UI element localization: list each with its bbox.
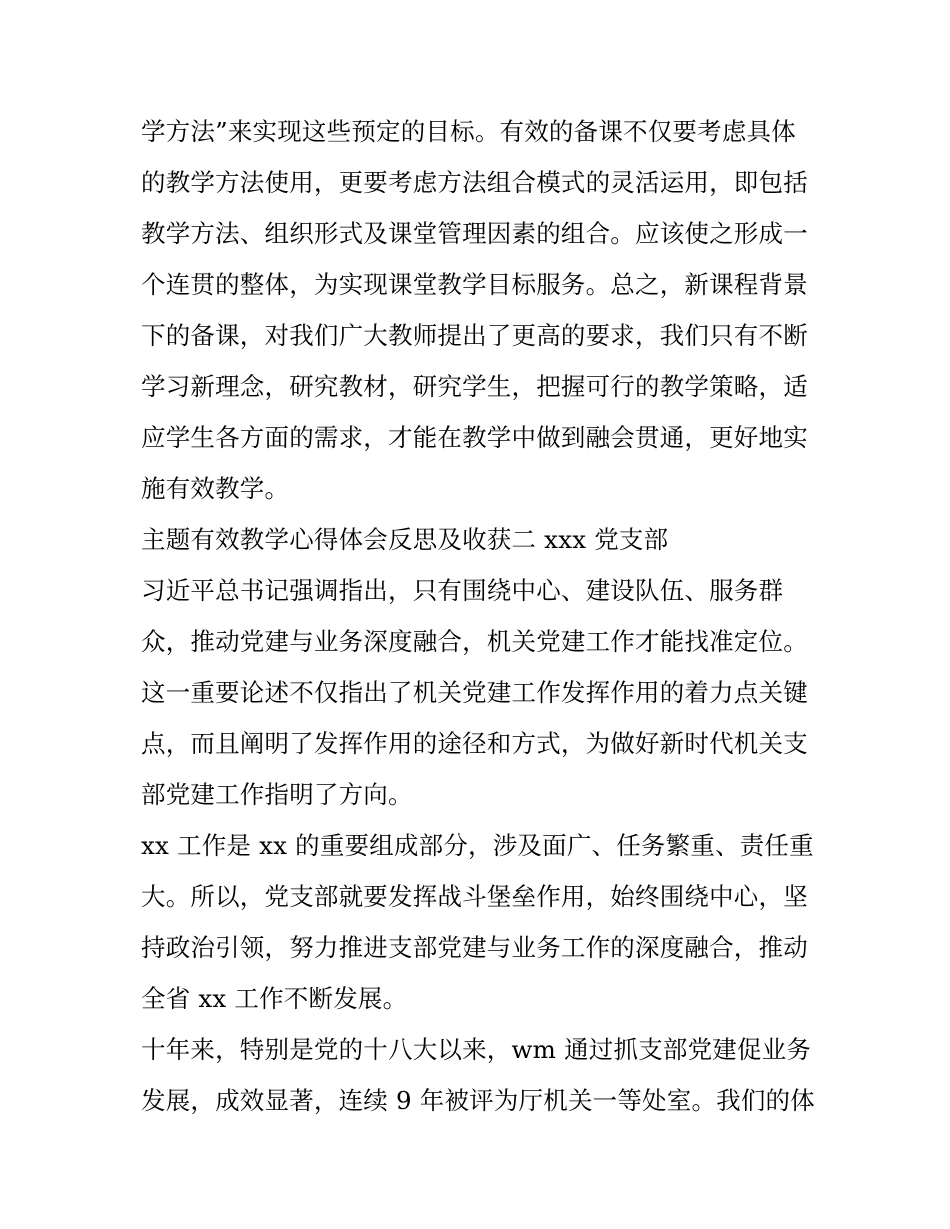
text-line: 十年来，特别是党的十八大以来，wm 通过抓支部党建促业务 [141, 1035, 812, 1064]
text-line: 大。所以，党支部就要发挥战斗堡垒作用，始终围绕中心，坚 [141, 882, 808, 911]
section-heading: 主题有效教学心得体会反思及收获二 xxx 党支部 [141, 525, 669, 554]
text-line: 部党建工作指明了方向。 [141, 780, 413, 809]
text-line: 习近平总书记强调指出，只有围绕中心、建设队伍、服务群 [141, 576, 784, 605]
text-line: 全省 xx 工作不断发展。 [141, 984, 408, 1013]
text-line: 教学方法、组织形式及课堂管理因素的组合。应该使之形成一 [141, 219, 808, 248]
text-line: 下的备课，对我们广大教师提出了更高的要求，我们只有不断 [141, 321, 808, 350]
text-line: 这一重要论述不仅指出了机关党建工作发挥作用的着力点关键 [141, 678, 808, 707]
text-line: 个连贯的整体，为实现课堂教学目标服务。总之，新课程背景 [141, 270, 808, 299]
text-line: 学方法”来实现这些预定的目标。有效的备课不仅要考虑具体 [141, 117, 796, 146]
document-body [141, 106, 821, 1126]
text-line: 学习新理念，研究教材，研究学生，把握可行的教学策略，适 [141, 372, 808, 401]
text-line: 持政治引领，努力推进支部党建与业务工作的深度融合，推动 [141, 933, 808, 962]
text-line: 点，而且阐明了发挥作用的途径和方式，为做好新时代机关支 [141, 729, 808, 758]
text-line: 发展，成效显著，连续 9 年被评为厅机关一等处室。我们的体 [141, 1086, 815, 1115]
text-line: 应学生各方面的需求，才能在教学中做到融会贯通，更好地实 [141, 423, 808, 452]
text-line: 的教学方法使用，更要考虑方法组合模式的灵活运用，即包括 [141, 168, 808, 197]
text-line: 施有效教学。 [141, 474, 290, 503]
text-line: 众，推动党建与业务深度融合，机关党建工作才能找准定位。 [141, 627, 808, 656]
text-line: xx 工作是 xx 的重要组成部分，涉及面广、任务繁重、责任重 [141, 831, 814, 860]
